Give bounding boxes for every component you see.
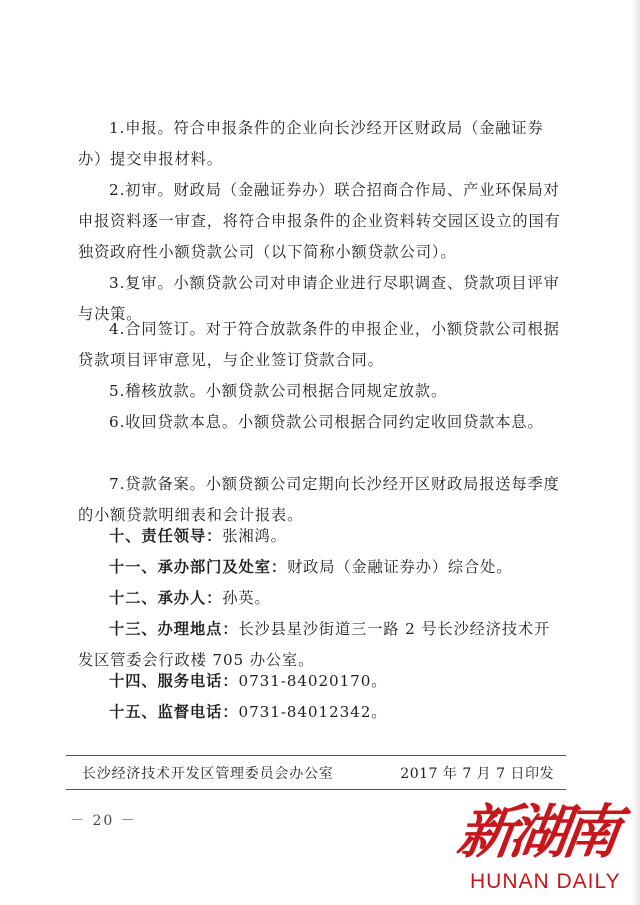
section-13-value: 长沙县星沙街道三一路 2 号长沙经济技术开发区管委会行政楼 705 办公室。 xyxy=(78,620,551,669)
step-3-paragraph: 3.复审。小额贷款公司对申请企业进行尽职调查、贷款项目评审与决策。 xyxy=(78,274,560,323)
section-12-value: 孙英。 xyxy=(222,589,271,607)
footer-issuer: 长沙经济技术开发区管理委员会办公室 xyxy=(82,766,334,782)
section-10-label: 十、责任领导： xyxy=(109,527,223,545)
step-6-paragraph: 6.收回贷款本息。小额贷款公司根据合同约定收回贷款本息。 xyxy=(109,413,544,431)
step-2-paragraph: 2.初审。财政局（金融证券办）联合招商合作局、产业环保局对申报资料逐一审查，将符合申报条件的企业资料转交园区设立的国有独资政府性小额贷款公司（以下简称小额贷款公司）。 xyxy=(78,181,561,261)
section-14-value: 0731-84020170。 xyxy=(238,672,388,690)
hunan-daily-logo-chinese: 新湖南 xyxy=(453,798,619,866)
hunan-daily-logo-english: HUNAN DAILY xyxy=(470,870,621,893)
footer-bottom-rule xyxy=(66,789,566,790)
section-13-label: 十三、办理地点： xyxy=(109,620,239,638)
step-7-paragraph: 7.贷款备案。小额贷额公司定期向长沙经开区财政局报送每季度的小额贷款明细表和会计报表。 xyxy=(78,475,560,524)
section-15-label: 十五、监督电话： xyxy=(109,703,239,721)
section-11-label: 十一、承办部门及处室： xyxy=(109,558,288,576)
section-14-service-phone xyxy=(78,666,564,697)
section-10-responsible-leader xyxy=(78,521,564,552)
page-number: － 20 － xyxy=(70,813,137,829)
footer-top-rule xyxy=(66,755,566,756)
step-4-paragraph: 4.合同签订。对于符合放款条件的申报企业，小额贷款公司根据贷款项目评审意见，与企业签订贷款合同。 xyxy=(78,320,560,369)
section-15-supervision-phone xyxy=(78,697,564,728)
page-edge-shadow xyxy=(632,0,640,905)
footer-issue-date: 2017 年 7 月 7 日印发 xyxy=(400,766,554,782)
section-12-label: 十二、承办人： xyxy=(109,589,223,607)
section-11-department xyxy=(78,552,564,583)
section-11-value: 财政局（金融证券办）综合处。 xyxy=(287,558,513,576)
step-5-paragraph: 5.稽核放款。小额贷款公司根据合同规定放款。 xyxy=(109,382,448,400)
section-10-value: 张湘鸿。 xyxy=(222,527,287,545)
section-12-handler xyxy=(78,583,564,614)
section-15-value: 0731-84012342。 xyxy=(238,703,388,721)
step-1-paragraph: 1.申报。符合申报条件的企业向长沙经开区财政局（金融证券办）提交申报材料。 xyxy=(78,119,544,168)
section-14-label: 十四、服务电话： xyxy=(109,672,239,690)
